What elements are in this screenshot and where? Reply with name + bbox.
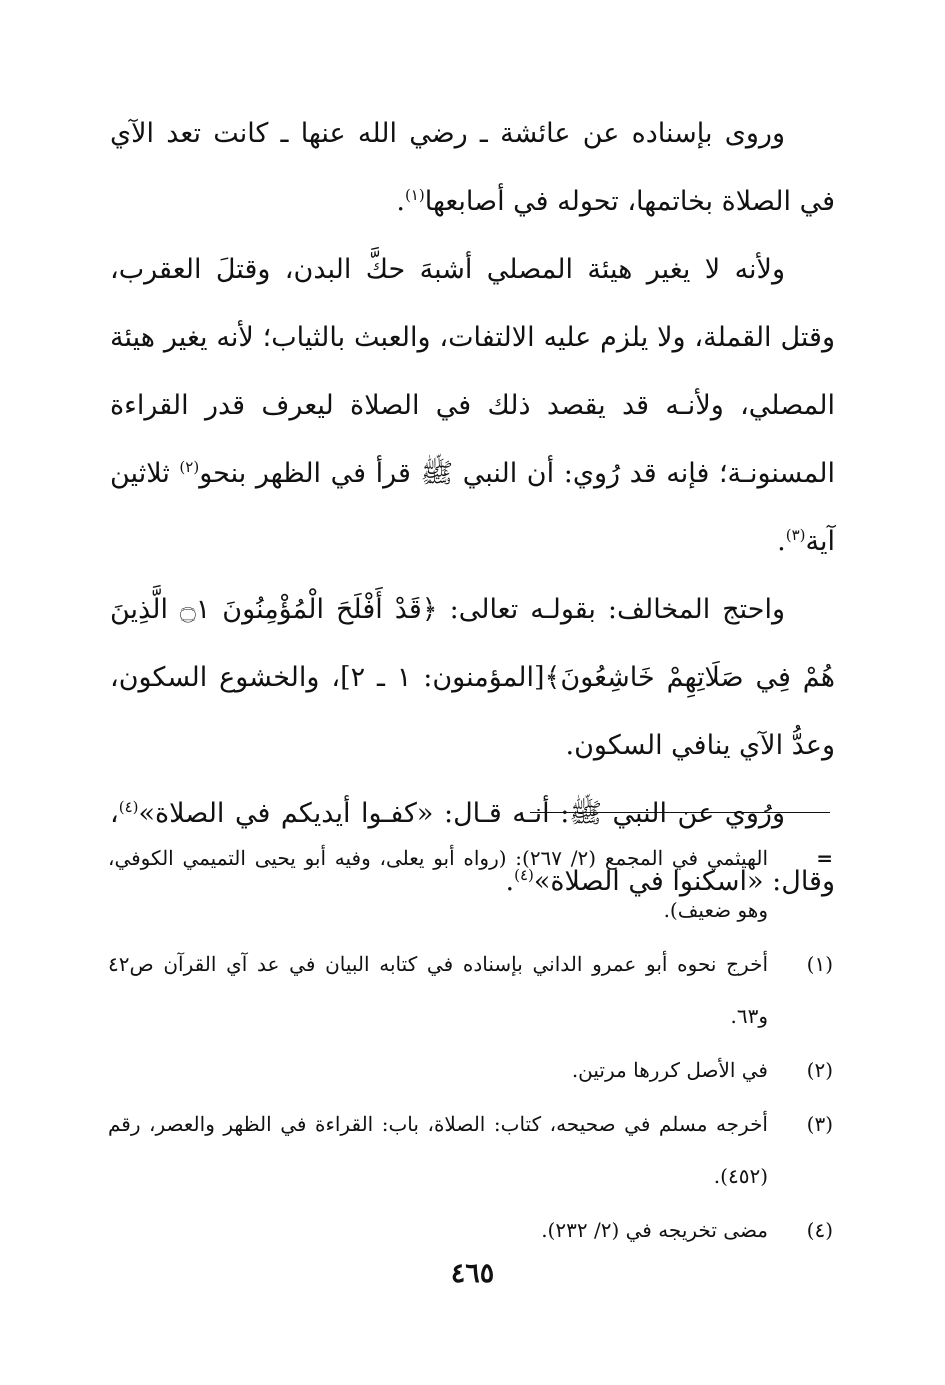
- paragraph-3-text: واحتج المخالف: بقولـه تعالى: ﴿قَدْ أَفْلَحَ الْمُؤْمِنُونَ ۝١ الَّذِينَ هُمْ فِي صَلَاتِهِمْ خَاشِعُونَ﴾[المؤمنون: ١ ـ ٢]، والخشوع السكون، وعدُّ الآي ينافي السكون.: [110, 594, 835, 761]
- footnote-ref-1[interactable]: (١): [404, 186, 425, 204]
- paragraph-2-text: ولأنه لا يغير هيئة المصلي أشبهَ حكَّ البدن، وقتلَ العقرب، وقتل القملة، ولا يلزم عليه الالتفات، والعبث بالثياب؛ لأنه يغير هيئة المصلي، ولأنـه قد يقصد ذلك في الصلاة ليعرف قدر القراءة المسنونـة؛ فإنه قد رُوي: أن النبي ﷺ قرأ في الظهر بنحو: [110, 254, 835, 489]
- footnote-number: (١): [806, 952, 833, 976]
- paragraph-3: [110, 576, 835, 780]
- paragraph-2-end: .: [777, 526, 786, 557]
- footnote-text: مضى تخريجه في (٢/ ٢٣٢).: [541, 1218, 768, 1242]
- footnote-number: (٣): [806, 1112, 833, 1136]
- footnote-ref-4a[interactable]: (٤): [118, 798, 139, 816]
- paragraph-2: [110, 236, 835, 576]
- footnote-ref-3[interactable]: (٣): [785, 526, 806, 544]
- footnote-ref-4b[interactable]: (٤): [514, 866, 534, 884]
- paragraph-2-mid: ثلاثين آية: [110, 458, 835, 557]
- paragraph-1-end: .: [396, 186, 405, 217]
- footnote-separator: [530, 812, 830, 813]
- paragraph-4-end: .: [505, 866, 515, 897]
- paragraph-4-text-2: ، وقال: «اسكنوا في الصلاة»: [110, 798, 835, 897]
- footnote-number: =: [816, 846, 833, 870]
- footnote-text: في الأصل كررها مرتين.: [571, 1058, 768, 1082]
- footnote-text: أخرجه مسلم في صحيحه، كتاب: الصلاة، باب: القراءة في الظهر والعصر، رقم (٤٥٢).: [108, 1112, 768, 1188]
- footnote-continuation: [108, 832, 833, 936]
- paragraph-1: [110, 100, 835, 236]
- footnote-4: [108, 1204, 833, 1256]
- paragraph-4-text-1: ورُوي عن النبي ﷺ: أنـه قـال: «كفـوا أيديكم في الصلاة»: [138, 798, 785, 829]
- footnote-number: (٤): [806, 1218, 833, 1242]
- footnote-2: [108, 1044, 833, 1096]
- paragraph-1-text: وروى بإسناده عن عائشة ـ رضي الله عنها ـ كانت تعد الآي في الصلاة بخاتمها، تحوله في أصابعها: [110, 118, 835, 217]
- footnotes: [108, 832, 833, 1258]
- footnote-text: الهيثمي في المجمع (٢/ ٢٦٧): (رواه أبو يعلى، وفيه أبو يحيى التميمي الكوفي، وهو ضعيف).: [108, 846, 769, 922]
- footnote-ref-2[interactable]: (٢): [179, 458, 200, 476]
- footnote-number: (٢): [806, 1058, 833, 1082]
- page-number: ٤٦٥: [450, 1258, 495, 1289]
- footnote-text: أخرج نحوه أبو عمرو الداني بإسناده في كتابه البيان في عد آي القرآن ص٤٢ و٦٣.: [108, 952, 768, 1028]
- footnote-1: [108, 938, 833, 1042]
- footnote-3: [108, 1098, 833, 1202]
- main-text: [110, 100, 835, 916]
